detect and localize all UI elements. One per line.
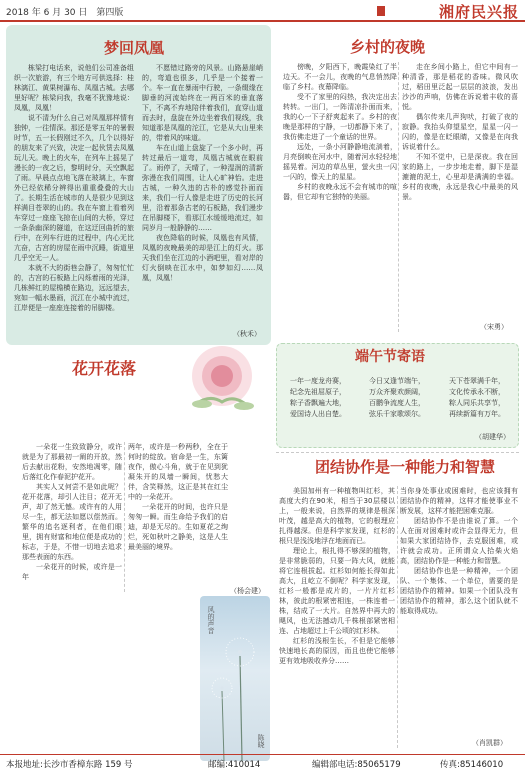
paragraph: 傍晚，夕阳西下，晚霞染红了半边天。不一会儿，夜晚的气息悄然降临了乡村。夜幕降临。 bbox=[283, 63, 397, 91]
column-divider bbox=[397, 486, 398, 748]
poem-line: 爱国诗人出自楚。 bbox=[290, 410, 346, 418]
poem-line: 粽人同乐共享节， bbox=[449, 399, 505, 407]
poem-line: 一年一度龙舟赛， bbox=[290, 377, 346, 385]
author-signature: （肖凯群） bbox=[472, 739, 507, 747]
section-divider bbox=[276, 452, 519, 453]
poem-line: 万众齐聚欢颜阔， bbox=[369, 388, 425, 396]
poem-line: 弦乐千家歌颂尔。 bbox=[369, 410, 425, 418]
footer-phone: 编辑部电话:85065179 bbox=[312, 760, 401, 770]
article-duanwu-jiyu bbox=[276, 343, 519, 448]
article-title: 乡村的夜晚 bbox=[350, 38, 426, 56]
article-title: 团结协作是一种能力和智慧 bbox=[315, 458, 496, 476]
paragraph: 偶尔传来几声狗吠，打破了夜的寂静。我抬头仰望星空，星星一闪一闪的，像是在眨眼睛，又像是在向我诉说着什么。 bbox=[402, 113, 518, 151]
footer-postcode: 邮编:410014 bbox=[208, 760, 261, 770]
dandelion-painting bbox=[200, 596, 270, 761]
painting-artist: 陈晓 bbox=[257, 734, 265, 748]
article-mengu-fenghuang bbox=[6, 25, 271, 345]
paragraph: 团结协作也是一种精神，一个团队、一个集体、一个单位，需要的是团结协作的精神。如果一个团队没有团结协作的精神，那么这个团队就不能取得成功。 bbox=[400, 567, 518, 615]
article-column-left bbox=[283, 62, 397, 332]
poem-line: 文化传承永不断， bbox=[449, 388, 505, 396]
article-column-right bbox=[402, 62, 518, 320]
paragraph: 本就不大的街巷会静了，匆匆忙忙的，古宫的石板路上闪烁着雨的光泽，几栋鲜红的屋檐横在路边，远远望去，宛如一幅水墨画，沉江在小城中流过，江岸便是一座座连接着的吊脚楼。 bbox=[14, 264, 134, 312]
paragraph: 当你身处事业或困难时，也应该拥有团结协作的精神，这样才能使事业不断发展，这样才能把困难克服。 bbox=[400, 487, 518, 515]
paragraph: 其实人又何尝不是如此呢？花开花落，却引人注目；花开无声，却了然无憾。或许有的人用尽一生，都无法如愿以偿然而。繁华的追名逐利者，在他们眼里，拥有财富和地位便是成功的标志，于是，不惜一切地去追求那些表面的东西。 bbox=[22, 483, 122, 561]
paragraph: 不知不觉中，已是深夜。我在回家的路上，一步步地走着，脚下是湿漉漉的泥土，心里却是满满的幸福。乡村的夜晚，永远是我心中最美的风景。 bbox=[402, 153, 518, 201]
paragraph: 车在山道上盘旋了一个多小时，再转过最后一道弯，凤凰古城就在眼前了。雨停了，天晴了，一种湿润的清新弥漫在我们周围，让人心旷神怡。走进古城，一种久违的古朴的感觉扑面而来，我们一行人像是走进了历史的长河里，沿着那条古老的石板路，我们漫步在吊脚楼下，看那江水缓缓地流过，如同岁月一般静静的…… bbox=[142, 144, 263, 232]
paragraph: 两年，或许是一秒两秒，全在于何时的绽放。宿命是一生，东篱夜作，傲心斗角，就于在见到犹凝朱开的凤墙一瞬间，忧愁大伴，含笑释然，这正是其在红尘中的一朵花开。 bbox=[128, 443, 228, 501]
footer-fax: 传真:85146010 bbox=[440, 760, 504, 770]
poem-line: 再续新篇有万年。 bbox=[449, 410, 505, 418]
article-column-left bbox=[279, 486, 395, 748]
brand-mark bbox=[377, 6, 385, 16]
paragraph: 说不清为什么自己对凤凰那样情有独钟，一往情深。那还是零五年的暑假时节，五一长假刚过不久，几个以得好的朋友来了兴致，决定一起伙赁去凤凰玩儿天。晚上的火车，在列车上摇晃了漫长的一夜之后，黎明时分，天空飘起了雨。早晨点点地飞落在玻璃上，车窗外已经依稀分辨得出重重叠叠的大山了。长期生活在城市的人是很少见到这样满目苍翠的山的。我在车窗上看着列车穿过一座座飞掠在山间的大桥，穿过一条条幽深的隧道，在这迂回曲折的旅行中，在列车行进的过程中，内心无比亢奋，古宫的房屋在雨中沉睡，街道里几乎空无一人。 bbox=[14, 114, 134, 262]
poem-line: 纪念先祖屈原子， bbox=[290, 388, 346, 396]
poem-stanza bbox=[361, 376, 433, 420]
footer-address: 本报地址:长沙市香樟东路 159 号 bbox=[6, 760, 133, 770]
poem-stanza bbox=[441, 376, 513, 420]
article-column-right bbox=[128, 442, 228, 588]
column-divider bbox=[398, 62, 399, 332]
paragraph: 乡村的夜晚永远不会有城市的喧嚣，但它却有它独特的美丽。 bbox=[283, 183, 397, 201]
poem-line: 百鹏争流度人生， bbox=[369, 399, 425, 407]
painting-caption: 风的声音 bbox=[207, 606, 215, 634]
paragraph: 远处，一条小河静静地流淌着，月亮倒映在河水中，随着河水轻轻地摇晃着。河边的草丛里，萤火虫一闪一闪的，像天上的星星。 bbox=[283, 143, 397, 181]
paragraph: 夜色降临的时候，凤凰也有风情，凤凰的夜晚最美的却是江上的灯火。那天我们坐在江边的小酒吧里，看对岸的灯火倒映在江水中，如梦如幻……凤凰，凤凰！ bbox=[142, 234, 263, 282]
article-column-right bbox=[142, 63, 263, 325]
author-signature: （胡建华） bbox=[475, 433, 510, 441]
poem-stanza bbox=[283, 376, 353, 420]
page-footer bbox=[0, 754, 525, 772]
paragraph: 理论上，根扎得不够深的植物，是非常脆弱的，只要一阵大风，就能将它连根拔起。红杉如何能长得如此高大，且屹立不倒呢？科学家发现，红杉一般都是成片的，一片片红杉林，彼此的根紧密相连，一株连着一株，结成了一大片。自然界中再大的飓风，也无法撼动几千株根部紧密相连、占地超过上千公顷的红杉林。 bbox=[279, 547, 395, 635]
author-signature: （宋勇） bbox=[480, 323, 508, 331]
column-divider bbox=[124, 442, 125, 592]
paragraph: 受不了家里的闷热，我决定出去转转。一出门，一阵清凉扑面而来，我的心一下子舒爽起来了。乡村的夜晚是那样的宁静，一切都静下来了，我仿佛走进了一个童话的世界。 bbox=[283, 93, 397, 141]
article-column-right bbox=[400, 486, 518, 734]
rose-illustration bbox=[176, 332, 268, 422]
newspaper-masthead: 湘府民兴报 bbox=[438, 3, 519, 21]
paragraph: 一朵花开的时间，也许只是匆匆一瞬。而生命给予我们的启迪，却是无尽的。生如夏花之绚烂，死如秋叶之静美，这是人生最美丽的境界。 bbox=[128, 503, 228, 551]
paragraph: 团结协作不是由谁说了算。一个人在面对困难时或许会显得无力，但如果大家团结协作，去克服困难，或许就会成功。正所谓众人拾柴火焰高，团结协作是一种能力和智慧。 bbox=[400, 517, 518, 565]
article-column-left bbox=[22, 442, 122, 600]
article-column-left bbox=[14, 63, 134, 339]
paragraph: 一朵花开的时候，或许是一年 bbox=[22, 563, 122, 581]
article-title: 端午节寄语 bbox=[355, 349, 425, 365]
issue-date: 2018 年 6 月 30 日 第四版 bbox=[6, 8, 124, 18]
author-signature: （秋禾） bbox=[233, 330, 261, 338]
paragraph: 栋梁打电话来，说他们公司准备组织一次旅游，有三个地方可供选择：桂林漓江、黄果树瀑布、凤凰古城。去哪里好呢？栋梁问我，我毫不犹豫地说：凤凰，凤凰！ bbox=[14, 64, 134, 112]
paragraph: 走在乡间小路上，但它中间有一种清香，那是稻花的香味。微风吹过，稻田里泛起一层层的波浪，发出沙沙的声响，仿佛在诉说着丰收的喜悦。 bbox=[402, 63, 518, 111]
paragraph: 不愿错过路旁的风景。山路悬崖峭的，弯道也很多，几乎是一个接着一个。车一直在暴雨中行驶，一条缀缘在脚垂的河流始终在一两百米的垂直落下，不离不弃地陪伴着我们，直穿山道而去时，盘旋在外边坐着我们视线，我知道那是凤凰的沱江，它是从大山里来的，带着风的味道。 bbox=[142, 64, 263, 142]
paragraph: 一朵花一生致致静分，或许就是为了那最初一阐的开放，然后去献出花粉，安然地凋零，随后落红化作春泥护花开。 bbox=[22, 443, 122, 481]
poem-line: 粽子香飘遍大地， bbox=[290, 399, 346, 407]
poem-line: 天下苍翠满千年， bbox=[449, 377, 505, 385]
article-title: 花开花落 bbox=[72, 359, 137, 378]
article-title: 梦回凤凰 bbox=[104, 39, 165, 57]
paragraph: 红杉的浅根生长，不但是它能够快速地长高的原因，而且也使它能够更有效地吸收养分…… bbox=[279, 637, 395, 665]
paragraph: 美国加州有一种植物叫红杉，其高度大约在90米，相当于30层楼以上，一般来说，自然界的规律是根深叶茂，越是高大的植物，它的根理应扎得越深。但是科学家发现，红杉的根只是浅浅地浮在地面而已。 bbox=[279, 487, 395, 545]
page-header bbox=[0, 0, 525, 22]
author-signature: （杨会建） bbox=[230, 587, 265, 595]
poem-line: 今日又逢节端午， bbox=[369, 377, 425, 385]
